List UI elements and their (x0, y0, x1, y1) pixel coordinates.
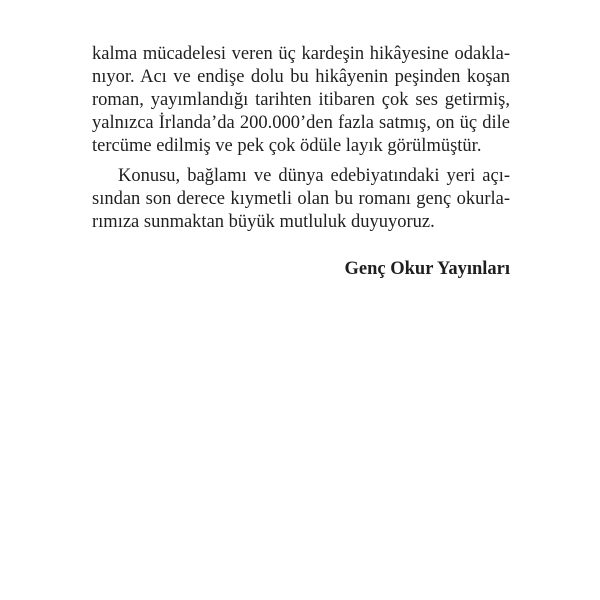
paragraph-1 (92, 43, 510, 158)
text-line: yalnızca İrlanda’da 200.000’den fazla satmış, on üç dile (92, 113, 510, 133)
text-line: sından son derece kıymetli olan bu romanı genç okurla- (92, 189, 510, 209)
publisher-signature: Genç Okur Yayınları (344, 259, 510, 279)
text-line: rımıza sunmaktan büyük mutluluk duyuyoruz. (92, 212, 435, 232)
paragraph-2 (92, 165, 510, 234)
text-line: kalma mücadelesi veren üç kardeşin hikâyesine odakla- (92, 44, 510, 64)
text-line: Konusu, bağlamı ve dünya edebiyatındaki yeri açı- (118, 166, 510, 186)
text-line: nıyor. Acı ve endişe dolu bu hikâyenin peşinden koşan (92, 67, 510, 87)
text-block (92, 43, 510, 281)
text-line: roman, yayımlandığı tarihten itibaren çok ses getirmiş, (92, 90, 510, 110)
text-line: tercüme edilmiş ve pek çok ödüle layık görülmüştür. (92, 136, 482, 156)
